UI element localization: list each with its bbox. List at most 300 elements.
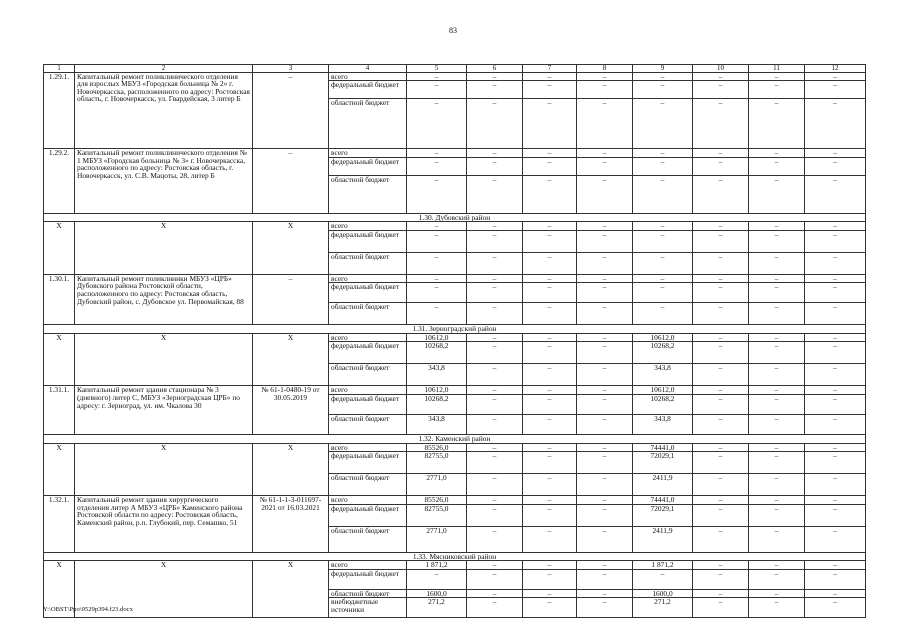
value-cell: – [407,303,467,325]
value-cell: – [467,561,523,570]
value-cell: – [693,99,749,149]
value-cell: – [633,99,693,149]
value-cell: 343,8 [407,415,467,435]
value-cell: – [577,149,633,158]
value-cell: – [577,342,633,364]
value-cell: – [633,230,693,252]
value-cell: – [467,230,523,252]
value-cell: – [693,222,749,231]
item-name: Х [75,222,253,275]
value-cell: – [749,452,805,474]
value-cell: – [805,474,866,496]
value-cell: – [467,274,523,283]
value-cell: – [523,496,577,505]
funding-source: областной бюджет [329,303,407,325]
value-cell: – [805,222,866,231]
value-cell: 10268,2 [633,342,693,364]
value-cell: – [749,222,805,231]
value-cell: – [577,598,633,618]
value-cell: – [693,589,749,598]
value-cell: – [749,395,805,415]
table-row [44,149,866,158]
column-number: 3 [253,65,329,73]
item-document: Х [253,222,329,275]
funding-source: всего [329,274,407,283]
funding-source: областной бюджет [329,252,407,274]
value-cell: – [693,395,749,415]
table-row [44,72,866,81]
value-cell: – [633,303,693,325]
value-cell: – [805,443,866,452]
page-number: 83 [449,26,457,35]
value-cell: – [577,72,633,81]
funding-source: областной бюджет [329,415,407,435]
funding-source: всего [329,149,407,158]
value-cell: – [523,526,577,552]
value-cell: – [805,333,866,342]
value-cell: – [467,443,523,452]
section-title: 1.31. Зерноградский район [44,325,866,334]
value-cell: – [577,81,633,99]
value-cell: – [749,303,805,325]
value-cell: – [693,81,749,99]
value-cell: – [523,230,577,252]
value-cell: 343,8 [633,364,693,386]
value-cell: – [749,598,805,618]
value-cell: – [693,342,749,364]
value-cell: – [693,526,749,552]
value-cell: – [407,175,467,213]
funding-source: федеральный бюджет [329,569,407,589]
funding-source: федеральный бюджет [329,283,407,303]
value-cell: – [749,504,805,526]
funding-source: областной бюджет [329,364,407,386]
value-cell: – [407,252,467,274]
section-title: 1.33. Мясниковский район [44,552,866,561]
value-cell: – [749,81,805,99]
value-cell: – [577,333,633,342]
funding-source: федеральный бюджет [329,81,407,99]
program-table [43,64,866,618]
item-number: Х [44,443,75,496]
value-cell: – [577,230,633,252]
value-cell: – [805,395,866,415]
value-cell: 1600,0 [407,589,467,598]
value-cell: – [693,303,749,325]
funding-source: областной бюджет [329,99,407,149]
value-cell: – [633,157,693,175]
value-cell: – [749,342,805,364]
value-cell: – [407,283,467,303]
value-cell: – [467,496,523,505]
value-cell: 10268,2 [407,395,467,415]
value-cell: – [523,149,577,158]
value-cell: 10612,0 [407,333,467,342]
column-number: 7 [523,65,577,73]
table-body [44,65,866,618]
section-title: 1.30. Дубовский район [44,213,866,222]
value-cell: – [577,364,633,386]
value-cell: – [805,569,866,589]
value-cell: – [805,452,866,474]
value-cell: – [693,496,749,505]
value-cell: – [407,230,467,252]
value-cell: – [805,274,866,283]
value-cell: – [749,526,805,552]
value-cell: – [467,149,523,158]
value-cell: – [805,598,866,618]
value-cell: – [577,415,633,435]
item-number: 1.31.1. [44,386,75,435]
value-cell: – [749,230,805,252]
funding-source: федеральный бюджет [329,342,407,364]
value-cell: – [523,569,577,589]
value-cell: – [523,252,577,274]
item-name: Капитальный ремонт поликлинического отделения № 1 МБУЗ «Городская больница № 3» г. Новочеркасска, расположенного по адресу: Ростовская область, г. Новочеркасск, ул. С.В. Мацоты, 28, литер Б [75,149,253,214]
column-number: 2 [75,65,253,73]
value-cell: – [749,496,805,505]
value-cell: – [407,81,467,99]
value-cell: – [523,598,577,618]
value-cell: 2771,0 [407,526,467,552]
value-cell: – [467,452,523,474]
value-cell: 2411,9 [633,526,693,552]
value-cell: – [577,474,633,496]
value-cell: – [467,157,523,175]
item-number: Х [44,333,75,386]
footer-file-path: Y:\OBST\Ppo\0529p394.f23.docx [43,606,133,613]
value-cell: – [577,589,633,598]
funding-source: областной бюджет [329,589,407,598]
section-row [44,325,866,334]
item-document: – [253,72,329,149]
column-number: 1 [44,65,75,73]
funding-source: федеральный бюджет [329,395,407,415]
table-row [44,222,866,231]
item-number: 1.29.2. [44,149,75,214]
value-cell: – [467,283,523,303]
funding-source: федеральный бюджет [329,452,407,474]
value-cell: – [523,386,577,395]
value-cell: – [749,474,805,496]
value-cell: – [749,333,805,342]
value-cell: – [467,364,523,386]
value-cell: – [805,81,866,99]
table-row [44,333,866,342]
value-cell: – [407,99,467,149]
value-cell: – [693,274,749,283]
value-cell: – [693,157,749,175]
value-cell: – [523,303,577,325]
item-name: Капитальный ремонт поликлинического отделения для взрослых МБУЗ «Городская больница № 2» г. Новочеркасска, расположенного по адресу: Ростовская область, г. Новочеркасск, ул. Гвардейская, 3 литер Б [75,72,253,149]
value-cell: – [749,443,805,452]
value-cell: – [749,99,805,149]
value-cell: – [577,252,633,274]
item-document: Х [253,443,329,496]
value-cell: – [749,274,805,283]
value-cell: – [467,342,523,364]
column-number: 12 [805,65,866,73]
value-cell: – [633,222,693,231]
value-cell: – [523,72,577,81]
funding-source: областной бюджет [329,474,407,496]
value-cell: – [467,386,523,395]
column-number: 10 [693,65,749,73]
value-cell: – [693,386,749,395]
value-cell: – [523,274,577,283]
value-cell: – [805,386,866,395]
item-number: 1.30.1. [44,274,75,325]
item-name: Х [75,333,253,386]
value-cell: – [633,175,693,213]
value-cell: – [467,395,523,415]
value-cell: 85526,0 [407,443,467,452]
value-cell: 1 871,2 [407,561,467,570]
value-cell: 82755,0 [407,504,467,526]
value-cell: – [805,364,866,386]
value-cell: – [577,561,633,570]
value-cell: – [805,252,866,274]
section-row [44,552,866,561]
value-cell: – [523,99,577,149]
value-cell: – [467,252,523,274]
value-cell: 10612,0 [633,386,693,395]
value-cell: – [749,415,805,435]
value-cell: – [523,443,577,452]
funding-source: всего [329,386,407,395]
value-cell: – [693,283,749,303]
value-cell: – [523,589,577,598]
value-cell: – [805,504,866,526]
value-cell: – [693,561,749,570]
value-cell: – [523,175,577,213]
value-cell: – [805,283,866,303]
item-number: 1.29.1. [44,72,75,149]
column-number: 9 [633,65,693,73]
value-cell: 10612,0 [407,386,467,395]
value-cell: – [577,386,633,395]
value-cell: – [805,230,866,252]
column-number-row [44,65,866,73]
funding-source: областной бюджет [329,526,407,552]
funding-source: федеральный бюджет [329,230,407,252]
value-cell: – [407,149,467,158]
value-cell: – [577,283,633,303]
value-cell: – [577,99,633,149]
value-cell: – [467,72,523,81]
value-cell: – [577,274,633,283]
funding-source: федеральный бюджет [329,504,407,526]
value-cell: – [467,415,523,435]
value-cell: – [693,149,749,158]
value-cell: – [693,504,749,526]
value-cell: – [467,333,523,342]
value-cell: 85526,0 [407,496,467,505]
value-cell: – [577,303,633,325]
value-cell: 271,2 [633,598,693,618]
value-cell: – [467,569,523,589]
funding-source: всего [329,443,407,452]
value-cell: – [577,569,633,589]
funding-source: внебюджетные источники [329,598,407,618]
value-cell: – [693,230,749,252]
value-cell: – [805,175,866,213]
value-cell: – [693,569,749,589]
column-number: 4 [329,65,407,73]
value-cell: – [749,283,805,303]
value-cell: – [467,99,523,149]
value-cell: – [523,222,577,231]
value-cell: – [577,496,633,505]
funding-source: федеральный бюджет [329,157,407,175]
value-cell: 1 871,2 [633,561,693,570]
value-cell: – [407,222,467,231]
value-cell: – [805,561,866,570]
value-cell: – [633,252,693,274]
value-cell: – [749,149,805,158]
value-cell: – [523,395,577,415]
value-cell: 2411,9 [633,474,693,496]
value-cell: – [523,157,577,175]
value-cell: – [693,175,749,213]
value-cell: – [577,526,633,552]
value-cell: – [467,303,523,325]
value-cell: – [633,283,693,303]
item-document: № 61-1-0480-19 от 30.05.2019 [253,386,329,435]
value-cell: – [467,474,523,496]
value-cell: – [749,72,805,81]
funding-source: всего [329,561,407,570]
value-cell: – [407,274,467,283]
value-cell: – [523,452,577,474]
value-cell: – [749,561,805,570]
value-cell: – [805,99,866,149]
value-cell: – [693,333,749,342]
item-name: Х [75,561,253,618]
value-cell: 10268,2 [633,395,693,415]
item-number: Х [44,222,75,275]
value-cell: – [467,175,523,213]
value-cell: 343,8 [633,415,693,435]
value-cell: – [749,157,805,175]
value-cell: – [523,415,577,435]
column-number: 8 [577,65,633,73]
value-cell: – [633,81,693,99]
value-cell: – [805,342,866,364]
value-cell: – [523,283,577,303]
value-cell: – [805,157,866,175]
value-cell: – [805,496,866,505]
item-number: 1.32.1. [44,496,75,553]
value-cell: – [523,81,577,99]
item-document: – [253,149,329,214]
item-name: Капитальный ремонт здания стационара № 3 (дневного) литер С, МБУЗ «Зерноградская ЦРБ» по адресу: г. Зерноград, ул. им. Чкалова 30 [75,386,253,435]
table-row [44,274,866,283]
value-cell: – [693,364,749,386]
value-cell: – [467,504,523,526]
value-cell: 74441,0 [633,443,693,452]
value-cell: 10612,0 [633,333,693,342]
value-cell: – [577,157,633,175]
value-cell: – [749,252,805,274]
value-cell: 10268,2 [407,342,467,364]
value-cell: – [633,72,693,81]
value-cell: – [805,149,866,158]
section-row [44,435,866,444]
value-cell: – [693,415,749,435]
item-document: № 61-1-1-3-011697-2021 от 16.03.2021 [253,496,329,553]
value-cell: – [693,72,749,81]
value-cell: 74441,0 [633,496,693,505]
value-cell: – [749,589,805,598]
value-cell: – [805,415,866,435]
value-cell: – [633,274,693,283]
item-name: Х [75,443,253,496]
item-document: Х [253,333,329,386]
value-cell: – [693,252,749,274]
value-cell: – [749,386,805,395]
table-row [44,386,866,395]
section-title: 1.32. Каменский район [44,435,866,444]
value-cell: – [633,149,693,158]
value-cell: – [633,569,693,589]
value-cell: – [805,526,866,552]
funding-source: областной бюджет [329,175,407,213]
value-cell: – [577,175,633,213]
value-cell: 271,2 [407,598,467,618]
value-cell: – [749,569,805,589]
item-document: – [253,274,329,325]
value-cell: – [407,72,467,81]
value-cell: – [407,157,467,175]
value-cell: 72029,1 [633,504,693,526]
value-cell: 82755,0 [407,452,467,474]
value-cell: – [467,222,523,231]
item-name: Капитальный ремонт поликлиники МБУЗ «ЦРБ» Дубовского района Ростовской области, расположенного по адресу: Ростовская область, Дубовский район, с. Дубовское ул. Первомайская, 88 [75,274,253,325]
value-cell: 2771,0 [407,474,467,496]
value-cell: 72029,1 [633,452,693,474]
value-cell: – [467,526,523,552]
funding-source: всего [329,333,407,342]
value-cell: 1600,0 [633,589,693,598]
value-cell: – [523,474,577,496]
value-cell: – [577,452,633,474]
value-cell: – [523,561,577,570]
value-cell: – [467,598,523,618]
funding-source: всего [329,496,407,505]
value-cell: – [407,569,467,589]
column-number: 5 [407,65,467,73]
value-cell: – [577,443,633,452]
table-row [44,561,866,570]
item-number: Х [44,561,75,618]
funding-source: всего [329,72,407,81]
value-cell: – [577,222,633,231]
value-cell: – [693,598,749,618]
funding-source: всего [329,222,407,231]
value-cell: – [693,443,749,452]
table-row [44,496,866,505]
table-row [44,443,866,452]
value-cell: – [693,474,749,496]
value-cell: – [805,589,866,598]
value-cell: – [749,364,805,386]
item-document: Х [253,561,329,618]
value-cell: – [523,364,577,386]
value-cell: – [523,333,577,342]
value-cell: – [577,504,633,526]
value-cell: 343,8 [407,364,467,386]
